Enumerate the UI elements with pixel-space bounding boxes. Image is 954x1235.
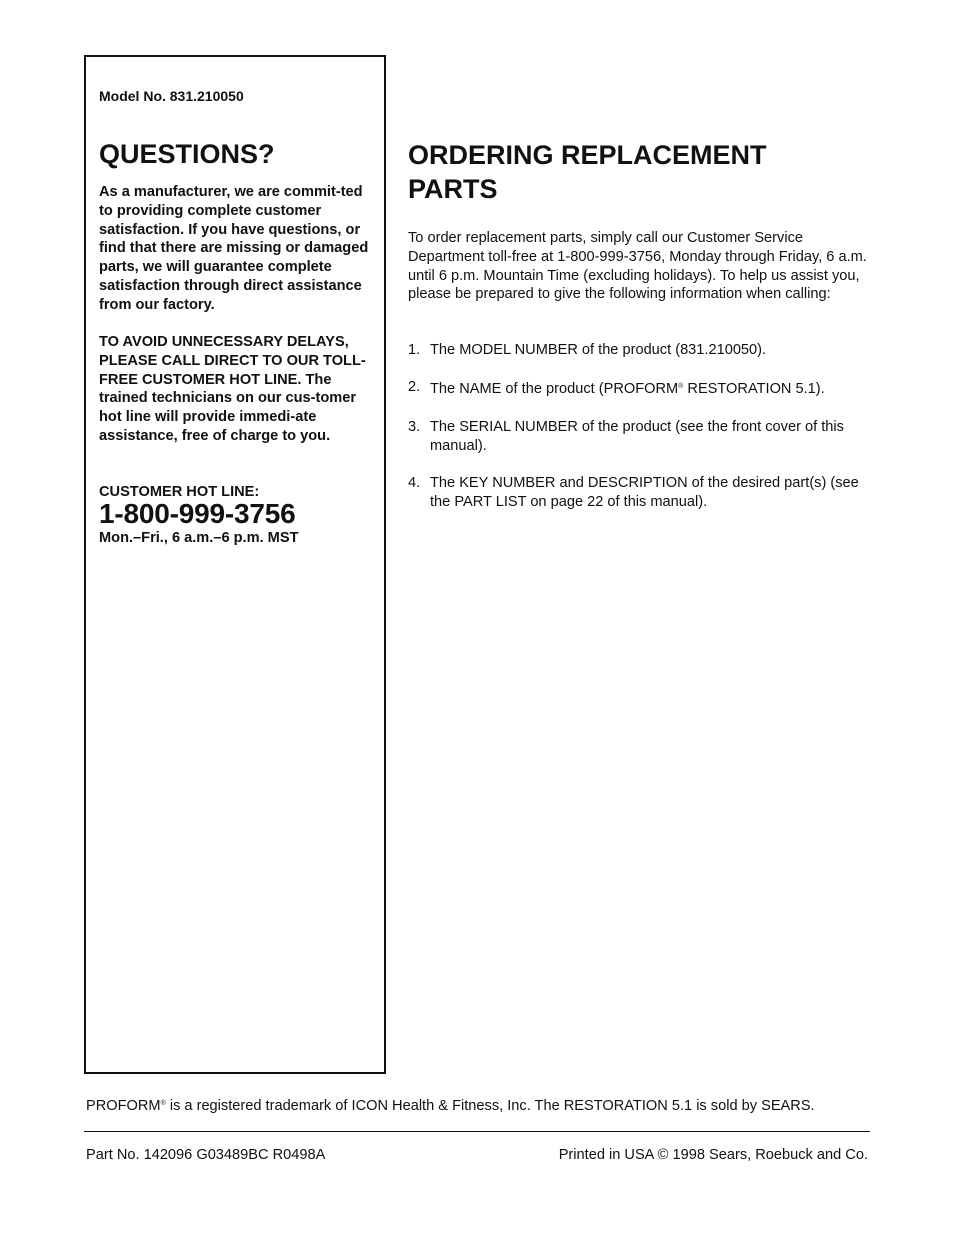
list-item	[408, 474, 870, 512]
ordering-intro: To order replacement parts, simply call our Customer Service Department toll-free at 1-800-999-3756, Monday through Friday, 6 a.m. until 6 p.m. Mountain Time (excluding holidays). To help us assist you, please be prepared to give the following information when calling:	[408, 230, 867, 303]
footer-divider	[84, 1131, 870, 1132]
questions-panel	[84, 55, 386, 1074]
list-item-text: The MODEL NUMBER of the product (831.210050).	[430, 342, 767, 358]
hot-line-hours: Mon.–Fri., 6 a.m.–6 p.m. MST	[99, 530, 299, 546]
printed-notice: Printed in USA © 1998 Sears, Roebuck and Co.	[558, 1147, 868, 1163]
list-item-text: The SERIAL NUMBER of the product (see the front cover of this manual).	[430, 418, 844, 454]
list-item-number: 3.	[408, 418, 421, 435]
ordering-info-list	[408, 341, 870, 530]
registered-mark: ®	[678, 383, 684, 391]
list-item	[408, 341, 870, 360]
list-item-number: 1.	[408, 342, 421, 358]
list-item-text-start: The NAME of the product (PROFORM	[430, 381, 679, 398]
trademark-brand: PROFORM	[86, 1098, 161, 1114]
hot-line-number: 1-800-999-3756	[99, 498, 296, 529]
list-item-text: The KEY NUMBER and DESCRIPTION of the desired part(s) (see the PART LIST on page 22 of this manual).	[430, 474, 859, 510]
part-number: Part No. 142096 G03489BC R0498A	[86, 1147, 326, 1163]
trademark-notice	[86, 1098, 815, 1114]
list-item-number: 2.	[408, 379, 421, 396]
registered-mark: ®	[160, 1100, 166, 1107]
list-item-text-end: RESTORATION 5.1).	[683, 381, 825, 398]
model-number: Model No. 831.210050	[99, 88, 244, 104]
list-item	[408, 418, 870, 456]
list-item-text	[430, 381, 825, 397]
questions-heading: QUESTIONS?	[99, 139, 275, 169]
ordering-heading: ORDERING REPLACEMENT PARTS	[408, 140, 767, 204]
avoid-delays-paragraph: TO AVOID UNNECESSARY DELAYS, PLEASE CALL DIRECT TO OUR TOLL-FREE CUSTOMER HOT LINE. The trained technicians on our cus-tomer hot line will provide immedi-ate assistance, free of charge to you.	[99, 334, 366, 444]
list-item	[408, 378, 870, 399]
hot-line-label: CUSTOMER HOT LINE:	[99, 484, 260, 500]
list-item-number: 4.	[408, 474, 421, 491]
trademark-text: is a registered trademark of ICON Health & Fitness, Inc. The RESTORATION 5.1 is sold by SEARS.	[165, 1098, 815, 1114]
satisfaction-paragraph: As a manufacturer, we are commit-ted to providing complete customer satisfaction. If you have questions, or find that there are missing or damaged parts, we will guarantee complete satisfaction through direct assistance from our factory.	[99, 184, 369, 313]
